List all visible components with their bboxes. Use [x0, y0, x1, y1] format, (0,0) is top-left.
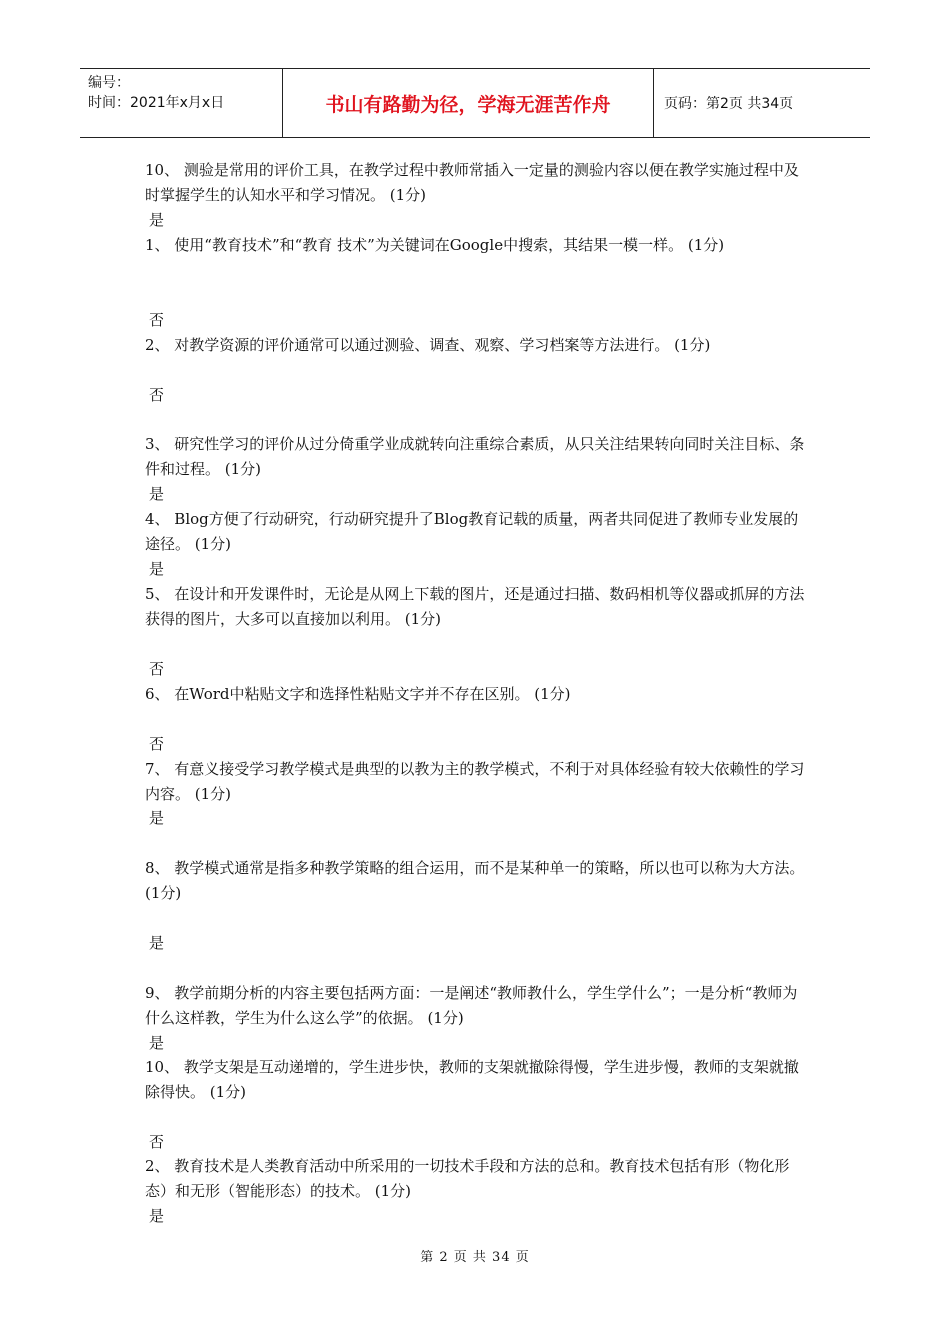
answer-text: 是	[149, 485, 165, 503]
answer-text: 是	[149, 1207, 165, 1225]
page-header	[80, 68, 870, 138]
question-text: 10、 教学支架是互动递增的，学生进步快，教师的支架就撤除得慢，学生进步慢，教师的支架就撤除得快。 (1分)	[145, 1058, 799, 1101]
question-text: 9、 教学前期分析的内容主要包括两方面：一是阐述“教师教什么，学生学什么”；一是分析“教师为什么这样教，学生为什么这么学”的依据。 (1分)	[145, 984, 798, 1027]
answer-text: 是	[149, 1034, 165, 1052]
answer-text: 是	[149, 809, 165, 827]
question-text: 3、 研究性学习的评价从过分倚重学业成就转向注重综合素质，从只关注结果转向同时关注目标、条件和过程。 (1分)	[145, 435, 805, 478]
question-text: 6、 在Word中粘贴文字和选择性粘贴文字并不存在区别。 (1分)	[145, 685, 571, 703]
answer-text: 是	[149, 934, 165, 952]
page-footer: 第 2 页 共 34 页	[420, 1250, 530, 1265]
question-text: 8、 教学模式通常是指多种教学策略的组合运用，而不是某种单一的策略，所以也可以称为大方法。 (1分)	[145, 859, 805, 902]
header-meta	[80, 69, 282, 137]
question-text: 2、 对教学资源的评价通常可以通过测验、调查、观察、学习档案等方法进行。 (1分)	[145, 336, 711, 354]
question-text: 10、 测验是常用的评价工具，在教学过程中教师常插入一定量的测验内容以便在教学实施过程中及时掌握学生的认知水平和学习情况。 (1分)	[145, 161, 799, 204]
question-text: 5、 在设计和开发课件时，无论是从网上下载的图片，还是通过扫描、数码相机等仪器或抓屏的方法获得的图片，大多可以直接加以利用。 (1分)	[145, 585, 805, 628]
question-text: 2、 教育技术是人类教育活动中所采用的一切技术手段和方法的总和。教育技术包括有形（物化形态）和无形（智能形态）的技术。 (1分)	[145, 1157, 790, 1200]
question-text: 1、 使用“教育技术”和“教育 技术”为关键词在Google中搜索，其结果一模一样。 (1分)	[145, 236, 725, 254]
answer-text: 是	[149, 211, 165, 229]
number-label: 编号：	[88, 75, 130, 91]
answer-text: 否	[149, 735, 165, 753]
header-motto: 书山有路勤为径，学海无涯苦作舟	[282, 69, 654, 137]
time-label: 时间：2021年x月x日	[88, 95, 225, 111]
answer-text: 否	[149, 1133, 165, 1151]
question-text: 4、 Blog方便了行动研究，行动研究提升了Blog教育记载的质量，两者共同促进了教师专业发展的途径。 (1分)	[145, 510, 799, 553]
question-text: 7、 有意义接受学习教学模式是典型的以教为主的教学模式，不利于对具体经验有较大依赖性的学习内容。 (1分)	[145, 760, 805, 803]
answer-text: 否	[149, 311, 165, 329]
answer-text: 否	[149, 660, 165, 678]
answer-text: 是	[149, 560, 165, 578]
answer-text: 否	[149, 386, 165, 404]
header-page-info: 页码：第2页 共34页	[664, 96, 794, 112]
